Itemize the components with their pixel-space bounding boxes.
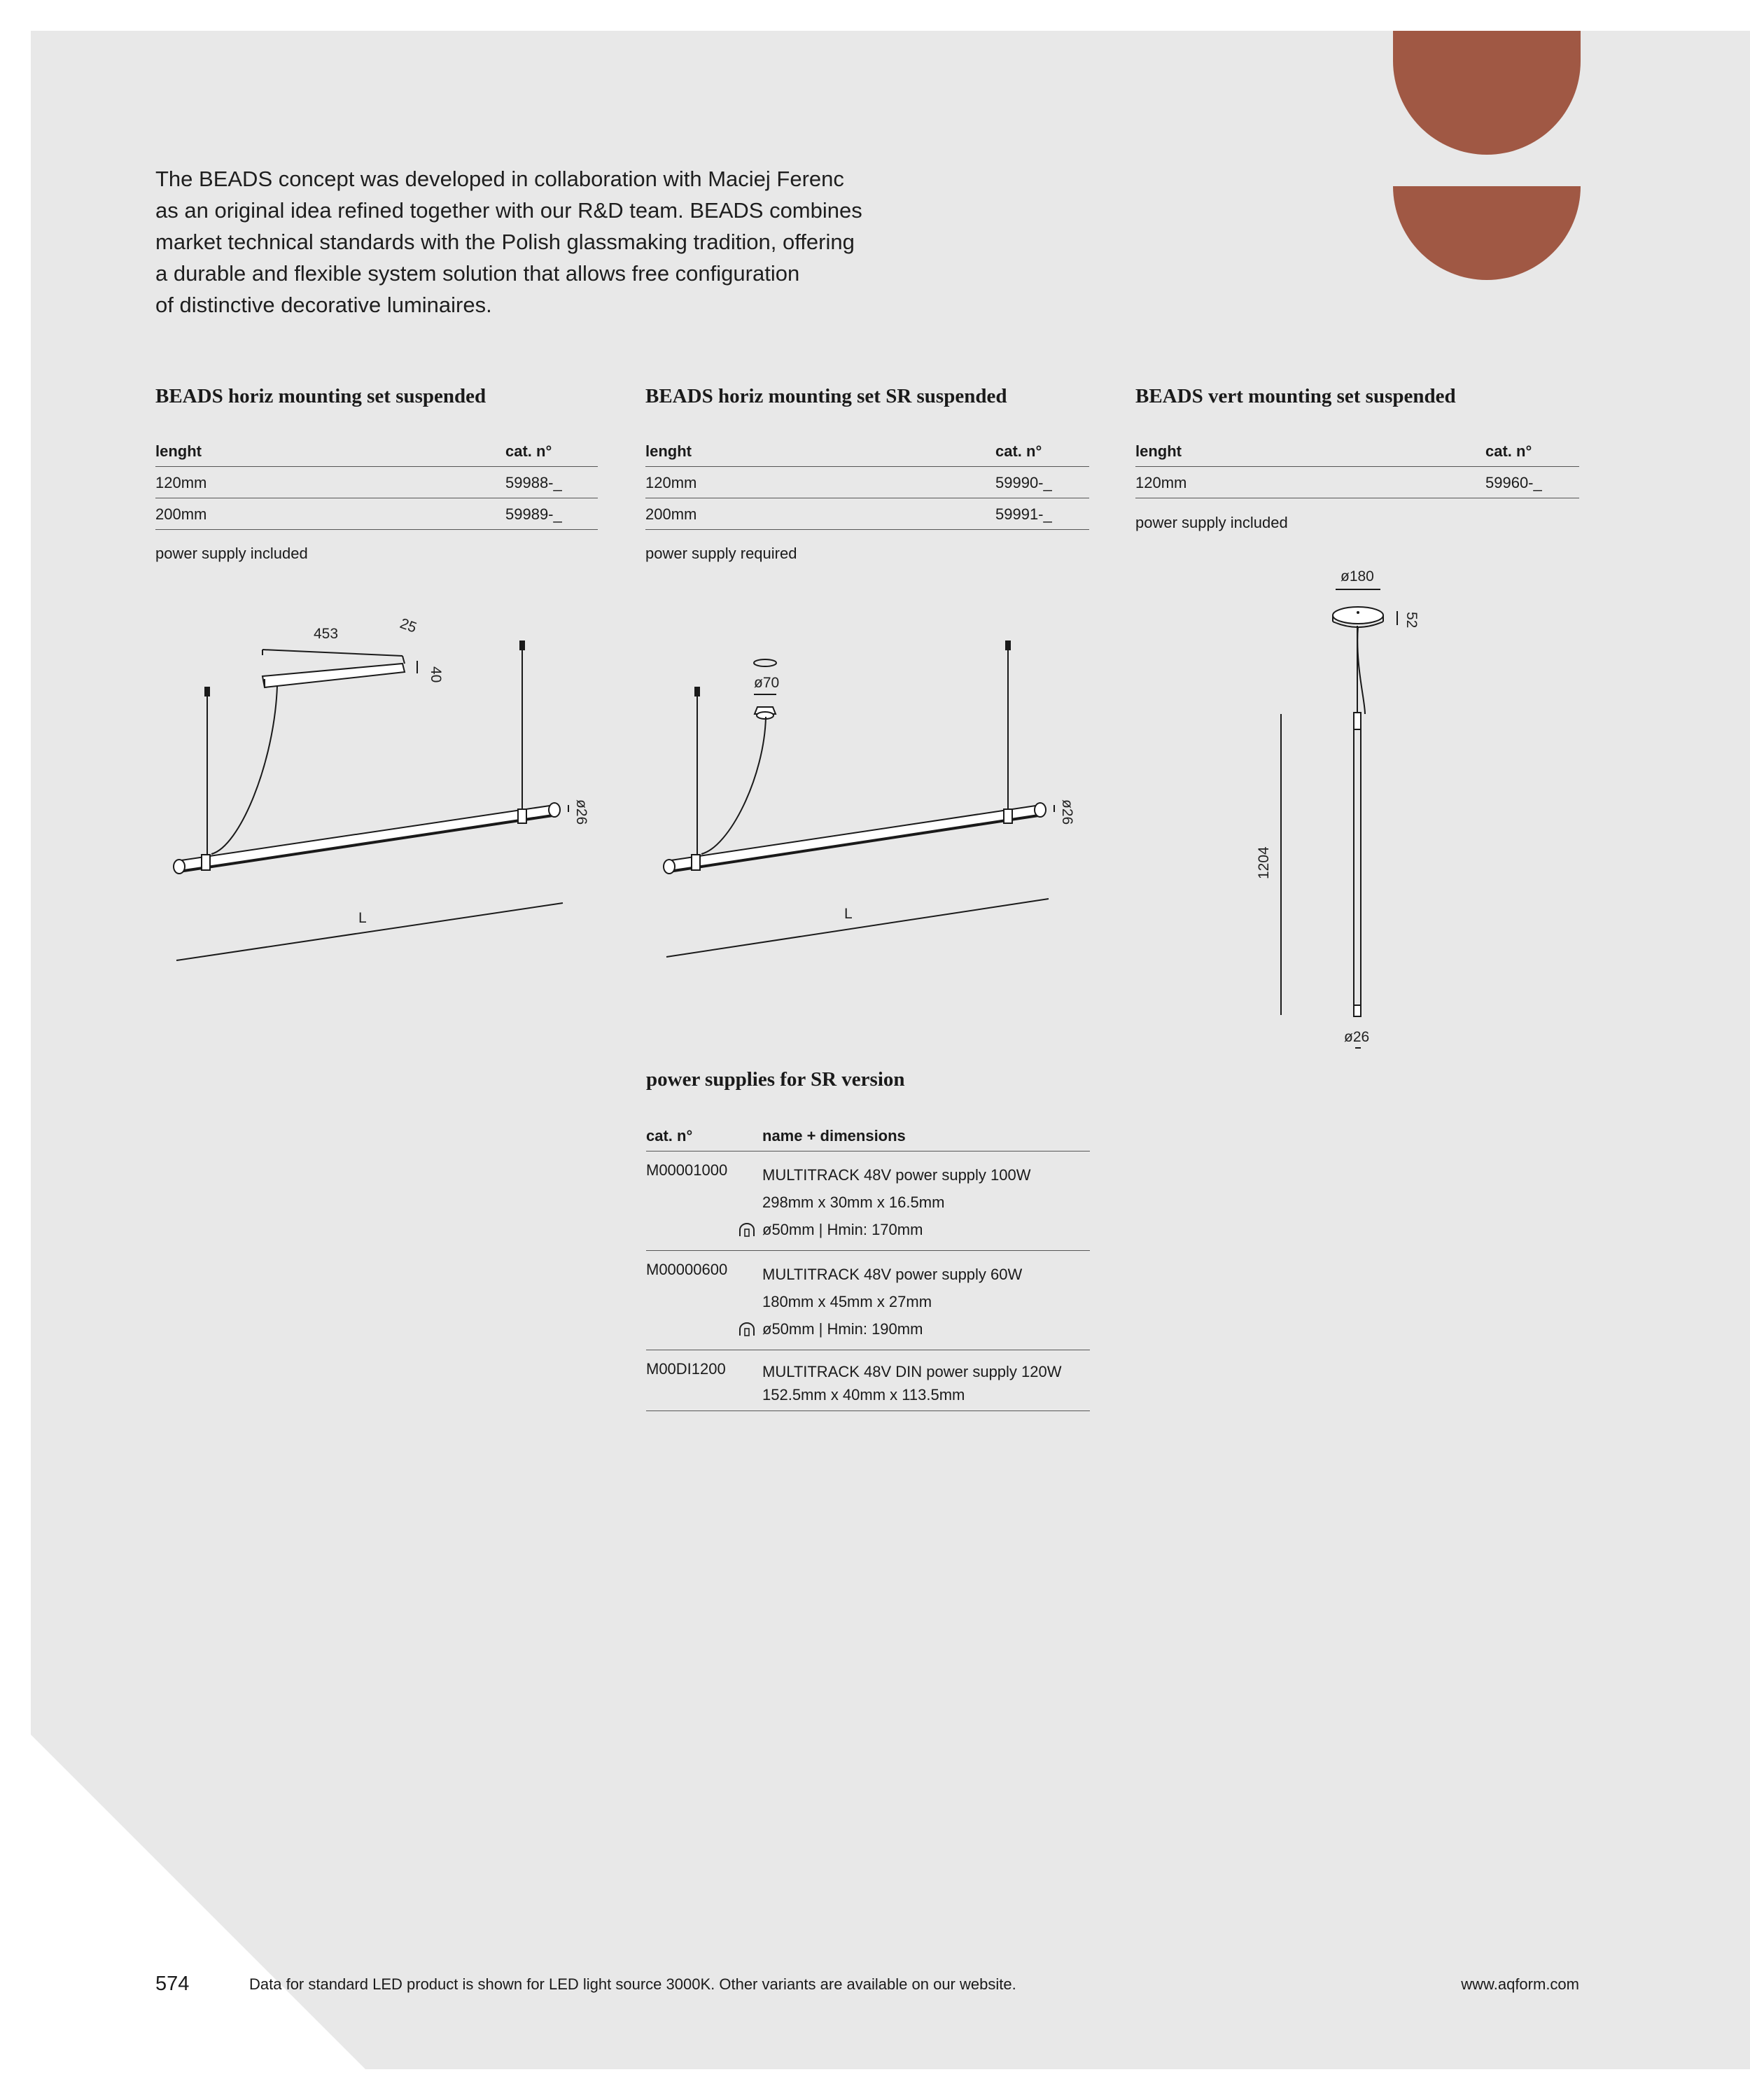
ps-cat-cell: M00001000 [646,1161,728,1179]
table-row [645,467,1089,498]
col-header-cat: cat. n° [505,442,552,460]
ps-table-header [646,1119,1090,1152]
cat-cell: 59960-_ [1485,474,1542,491]
cat-cell: 59990-_ [995,474,1052,491]
section-title-power-supplies: power supplies for SR version [646,1068,905,1091]
length-cell: 200mm [645,505,697,523]
ps-name: MULTITRACK 48V power supply 100W [762,1166,1031,1184]
dim-label: ø26 [1344,1029,1370,1045]
intro-line: The BEADS concept was developed in collaboration with Maciej Ferenc [155,167,844,191]
dim-label: 1204 [1256,846,1272,879]
intro-line: as an original idea refined together with our R&D team. BEADS combines [155,198,862,223]
table-row [155,467,598,498]
length-cell: 200mm [155,505,207,523]
cat-cell: 59989-_ [505,505,562,523]
product-title-horiz-sr: BEADS horiz mounting set SR suspended [645,385,1007,407]
technical-drawing-vert [1232,560,1456,1064]
technical-drawing-horiz-sr [645,602,1093,966]
length-cell: 120mm [1135,474,1187,491]
decorative-half-circle [1393,186,1581,280]
ps-cat-cell: M00000600 [646,1261,728,1278]
col-header-cat: cat. n° [995,442,1042,460]
dim-label: 25 [398,615,419,636]
col-header-name: name + dimensions [762,1127,906,1144]
ps-mount: ø50mm | Hmin: 170mm [762,1221,923,1238]
ps-dims: 180mm x 45mm x 27mm [762,1293,932,1310]
power-supplies-table [646,1119,1090,1411]
dim-label: L [358,910,367,926]
length-cell: 120mm [645,474,697,491]
col-header-cat: cat. n° [646,1127,693,1144]
ps-name: MULTITRACK 48V DIN power supply 120W [762,1363,1062,1380]
col-header-length: lenght [645,442,692,460]
canopy-point [1357,611,1359,614]
table-row [646,1350,1090,1411]
technical-drawing-horiz [155,602,603,966]
col-header-length: lenght [155,442,202,460]
spec-table-header [645,435,1089,467]
power-supply-note: power supply included [155,545,308,562]
dim-label: L [844,906,853,922]
intro-line: market technical standards with the Polish glassmaking tradition, offering [155,230,855,254]
ps-dims: 298mm x 30mm x 16.5mm [762,1194,945,1211]
page-number: 574 [155,1973,190,1995]
ps-mount: ø50mm | Hmin: 190mm [762,1320,923,1338]
spec-table-horiz [155,435,598,530]
spec-table-header [155,435,598,467]
col-header-cat: cat. n° [1485,442,1532,460]
power-supply-note: power supply required [645,545,797,562]
dim-label: ø26 [1059,799,1075,825]
intro-paragraph [155,163,939,321]
decorative-circle [1393,31,1581,155]
spec-table-horiz-sr [645,435,1089,530]
product-title-vert: BEADS vert mounting set suspended [1135,385,1456,407]
dim-label: 52 [1404,612,1420,629]
table-row [646,1251,1090,1350]
table-row [155,498,598,530]
cat-cell: 59991-_ [995,505,1052,523]
intro-line: of distinctive decorative luminaires. [155,293,492,317]
table-row [1135,467,1579,498]
table-row [645,498,1089,530]
cat-cell: 59988-_ [505,474,562,491]
dim-label: ø26 [573,799,589,825]
length-cell: 120mm [155,474,207,491]
col-header-length: lenght [1135,442,1182,460]
ps-mount-line [762,1315,1090,1343]
ceiling-mount-icon [738,1322,755,1336]
ps-cat-cell: M00DI1200 [646,1360,726,1378]
spec-table-header [1135,435,1579,467]
power-supply-note: power supply included [1135,514,1288,531]
ps-dims: 152.5mm x 40mm x 113.5mm [762,1386,965,1404]
ps-mount-line [762,1216,1090,1243]
ps-name: MULTITRACK 48V power supply 60W [762,1266,1023,1283]
ceiling-mount-icon [738,1223,755,1237]
spec-table-vert [1135,435,1579,498]
dim-label: ø180 [1340,568,1374,584]
dim-label: 40 [428,666,444,683]
footer-url[interactable]: www.aqform.com [1461,1975,1579,1993]
page-panel [31,31,1750,2069]
product-title-horiz: BEADS horiz mounting set suspended [155,385,486,407]
table-row [646,1152,1090,1251]
footer-note: Data for standard LED product is shown for LED light source 3000K. Other variants are available on our website. [249,1975,1016,1993]
dim-label: 453 [314,626,339,642]
intro-line: a durable and flexible system solution that allows free configuration [155,261,800,286]
dim-label: ø70 [754,675,780,691]
